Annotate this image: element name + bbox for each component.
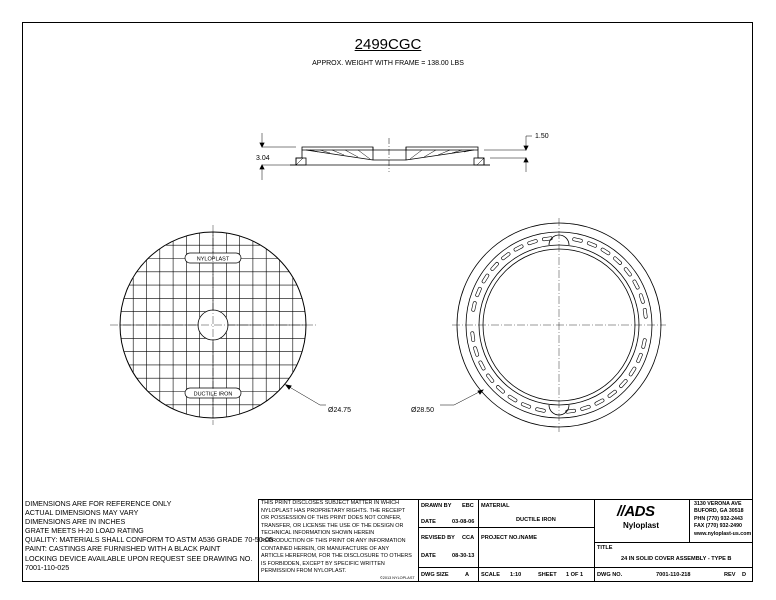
ads-logo: //ADS	[617, 503, 655, 520]
frame-slot	[641, 338, 646, 348]
frame-slot	[490, 262, 499, 272]
revised-by-label: REVISED BY	[421, 535, 455, 541]
frame-slot	[624, 267, 633, 277]
note-line: LOCKING DEVICE AVAILABLE UPON REQUEST SEE DRAWING NO.	[25, 553, 253, 563]
drawn-by-value: EBC	[462, 503, 474, 509]
note-line: DIMENSIONS ARE IN INCHES	[25, 517, 126, 527]
frame-slot	[471, 301, 476, 311]
frame-slot	[471, 331, 476, 341]
grate-label-top: NYLOPLAST	[196, 256, 230, 263]
dim-frame-diameter: Ø28.50	[411, 407, 434, 414]
title-label: TITLE	[597, 545, 613, 551]
note-line: 7001-110-025	[25, 562, 70, 572]
drawing-title: 24 IN SOLID COVER ASSEMBLY - TYPE B	[621, 556, 732, 562]
frame-slot	[478, 360, 485, 370]
rev-value: D	[742, 572, 747, 578]
weight-note: APPROX. WEIGHT WITH FRAME = 138.00 LBS	[312, 60, 464, 67]
frame-slot	[594, 398, 604, 405]
grate-label-bottom: DUCTILE IRON	[193, 391, 233, 398]
dim-frame-height: 1.50	[535, 133, 549, 140]
dwg-size-label: DWG SIZE	[421, 572, 449, 578]
frame-slot	[632, 279, 639, 289]
frame-slot	[587, 241, 597, 248]
revised-date-value: 08-30-13	[452, 553, 475, 559]
frame-slot	[507, 395, 517, 403]
scale-value: 1:10	[510, 572, 522, 578]
frame-slot	[486, 373, 495, 383]
dwg-no-label: DWG NO.	[597, 572, 623, 578]
material-value: DUCTILE IRON	[516, 517, 556, 523]
frame-slot	[481, 273, 489, 283]
note-line: QUALITY: MATERIALS SHALL CONFORM TO ASTM A536 GRADE 70-50-05	[25, 535, 274, 545]
dim-grate-diameter: Ø24.75	[328, 407, 351, 414]
company-address: 3130 VERONA AVE BUFORD, GA 30518 PHN (770) 932-2443 FAX (770) 932-2490 www.nyloplast-us.com	[694, 501, 752, 537]
sheet-label: SHEET	[538, 572, 557, 578]
frame-slot	[513, 244, 523, 251]
note-line: DIMENSIONS ARE FOR REFERENCE ONLY	[25, 499, 172, 508]
nyloplast-logo: Nyloplast	[623, 521, 660, 530]
frame-slot	[629, 366, 637, 376]
copyright: ©2013 NYLOPLAST	[380, 576, 415, 580]
rev-label: REV	[724, 572, 736, 578]
note-line: PAINT: CASTINGS ARE FURNISHED WITH A BLACK PAINT	[25, 544, 221, 554]
frame-slot	[527, 239, 537, 245]
scale-label: SCALE	[481, 572, 500, 578]
revised-by-value: CCA	[462, 535, 475, 541]
material-label: MATERIAL	[481, 503, 510, 509]
dwg-size-value: A	[465, 572, 470, 578]
frame-slot	[475, 287, 482, 297]
frame-top-view	[440, 218, 666, 432]
sheet-value: 1 OF 1	[566, 572, 584, 578]
frame-slot	[580, 405, 590, 411]
date-value: 03-08-06	[452, 519, 475, 525]
date-label: DATE	[421, 519, 436, 525]
frame-slot	[496, 385, 506, 394]
frame-slot	[643, 308, 648, 318]
frame-slot	[619, 379, 628, 389]
frame-slot	[636, 353, 643, 363]
side-section-view	[260, 133, 532, 180]
frame-slot	[572, 237, 582, 242]
note-line: ACTUAL DIMENSIONS MAY VARY	[25, 508, 139, 518]
frame-slot	[639, 293, 645, 303]
frame-slot	[473, 346, 479, 356]
frame-slot	[600, 247, 610, 255]
proprietary-disclaimer: THIS PRINT DISCLOSES SUBJECT MATTER IN WHICH NYLOPLAST HAS PROPRIETARY RIGHTS. THE RECEIPT OR POSSESSION OF THIS PRINT DOES NOT CONFER, TRANSFER, OR LICENSE THE USE OF THE DESIGN OR TECHNICAL INFORMATION SHOWN HEREIN REPRODUCTION OF THIS PRINT OR ANY INFORMATION CONTAINED HEREIN, OR MANUFACTURE OF ANY ARTICLE HEREFROM, FOR THE DISCLOSURE TO OTHERS IS FORBIDDEN, EXCEPT BY SPECIFIC WRITTEN PERMISSION FROM NYLOPLAST.	[261, 500, 412, 575]
frame-slot	[521, 402, 531, 409]
note-line: GRATE MEETS H-20 LOAD RATING	[25, 526, 144, 536]
frame-slot	[607, 390, 617, 399]
dim-total-height: 3.04	[256, 155, 270, 162]
frame-slot	[501, 252, 511, 261]
drawn-by-label: DRAWN BY	[421, 503, 452, 509]
project-label: PROJECT NO./NAME	[481, 535, 537, 541]
frame-slot	[535, 407, 545, 412]
general-notes	[25, 499, 274, 572]
frame-slot	[613, 256, 623, 265]
dwg-no-value: 7001-110-218	[656, 572, 691, 578]
revised-date-label: DATE	[421, 553, 436, 559]
part-number-title: 2499CGC	[354, 36, 422, 53]
